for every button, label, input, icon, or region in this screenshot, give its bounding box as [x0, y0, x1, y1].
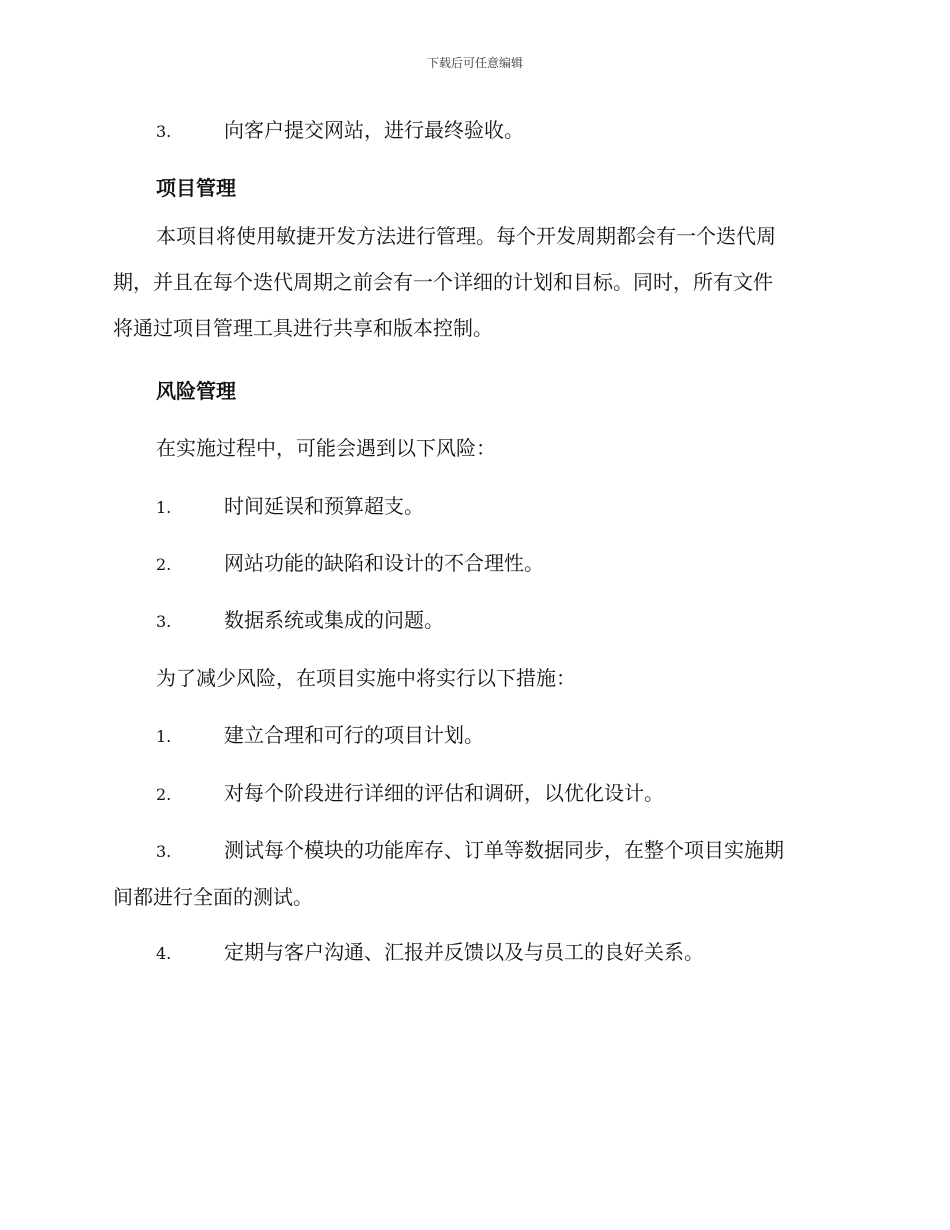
list-number: 1. [156, 498, 172, 517]
risk-intro: 在实施过程中，可能会遇到以下风险： [156, 436, 496, 460]
list-item [113, 721, 833, 751]
list-text: 建立合理和可行的项目计划。 [224, 723, 484, 747]
paragraph-line: 期，并且在每个迭代周期之前会有一个详细的计划和目标。同时，所有文件 [113, 270, 773, 294]
paragraph-line: 本项目将使用敏捷开发方法进行管理。每个开发周期都会有一个迭代周 [156, 224, 776, 248]
list-number: 3. [156, 842, 172, 861]
section-heading-project-management: 项目管理 [156, 176, 236, 200]
header-watermark: 下载后可任意编辑 [426, 56, 523, 70]
list-number: 4. [156, 944, 172, 963]
list-item [113, 779, 833, 809]
measures-intro: 为了减少风险，在项目实施中将实行以下措施： [156, 666, 576, 690]
list-item [113, 836, 833, 911]
list-text-continuation: 间都进行全面的测试。 [113, 885, 313, 909]
list-number: 3. [156, 612, 172, 631]
list-text: 时间延误和预算超支。 [224, 494, 424, 518]
list-number: 1. [156, 727, 172, 746]
list-text: 定期与客户沟通、汇报并反馈以及与员工的良好关系。 [224, 940, 704, 964]
list-item [113, 492, 833, 522]
list-text: 网站功能的缺陷和设计的不合理性。 [224, 551, 544, 575]
list-item [113, 549, 833, 579]
list-item [113, 116, 833, 146]
list-number: 2. [156, 785, 172, 804]
list-item [113, 606, 833, 636]
project-management-paragraph [113, 222, 833, 342]
list-text: 对每个阶段进行详细的评估和调研，以优化设计。 [224, 781, 664, 805]
list-text: 向客户提交网站，进行最终验收。 [224, 118, 524, 142]
list-text: 测试每个模块的功能库存、订单等数据同步，在整个项目实施期 [224, 838, 784, 862]
paragraph-line: 将通过项目管理工具进行共享和版本控制。 [113, 316, 493, 340]
list-text: 数据系统或集成的问题。 [224, 608, 444, 632]
list-item [113, 938, 833, 968]
list-number: 2. [156, 555, 172, 574]
list-number: 3. [156, 122, 172, 141]
section-heading-risk-management: 风险管理 [156, 379, 236, 403]
